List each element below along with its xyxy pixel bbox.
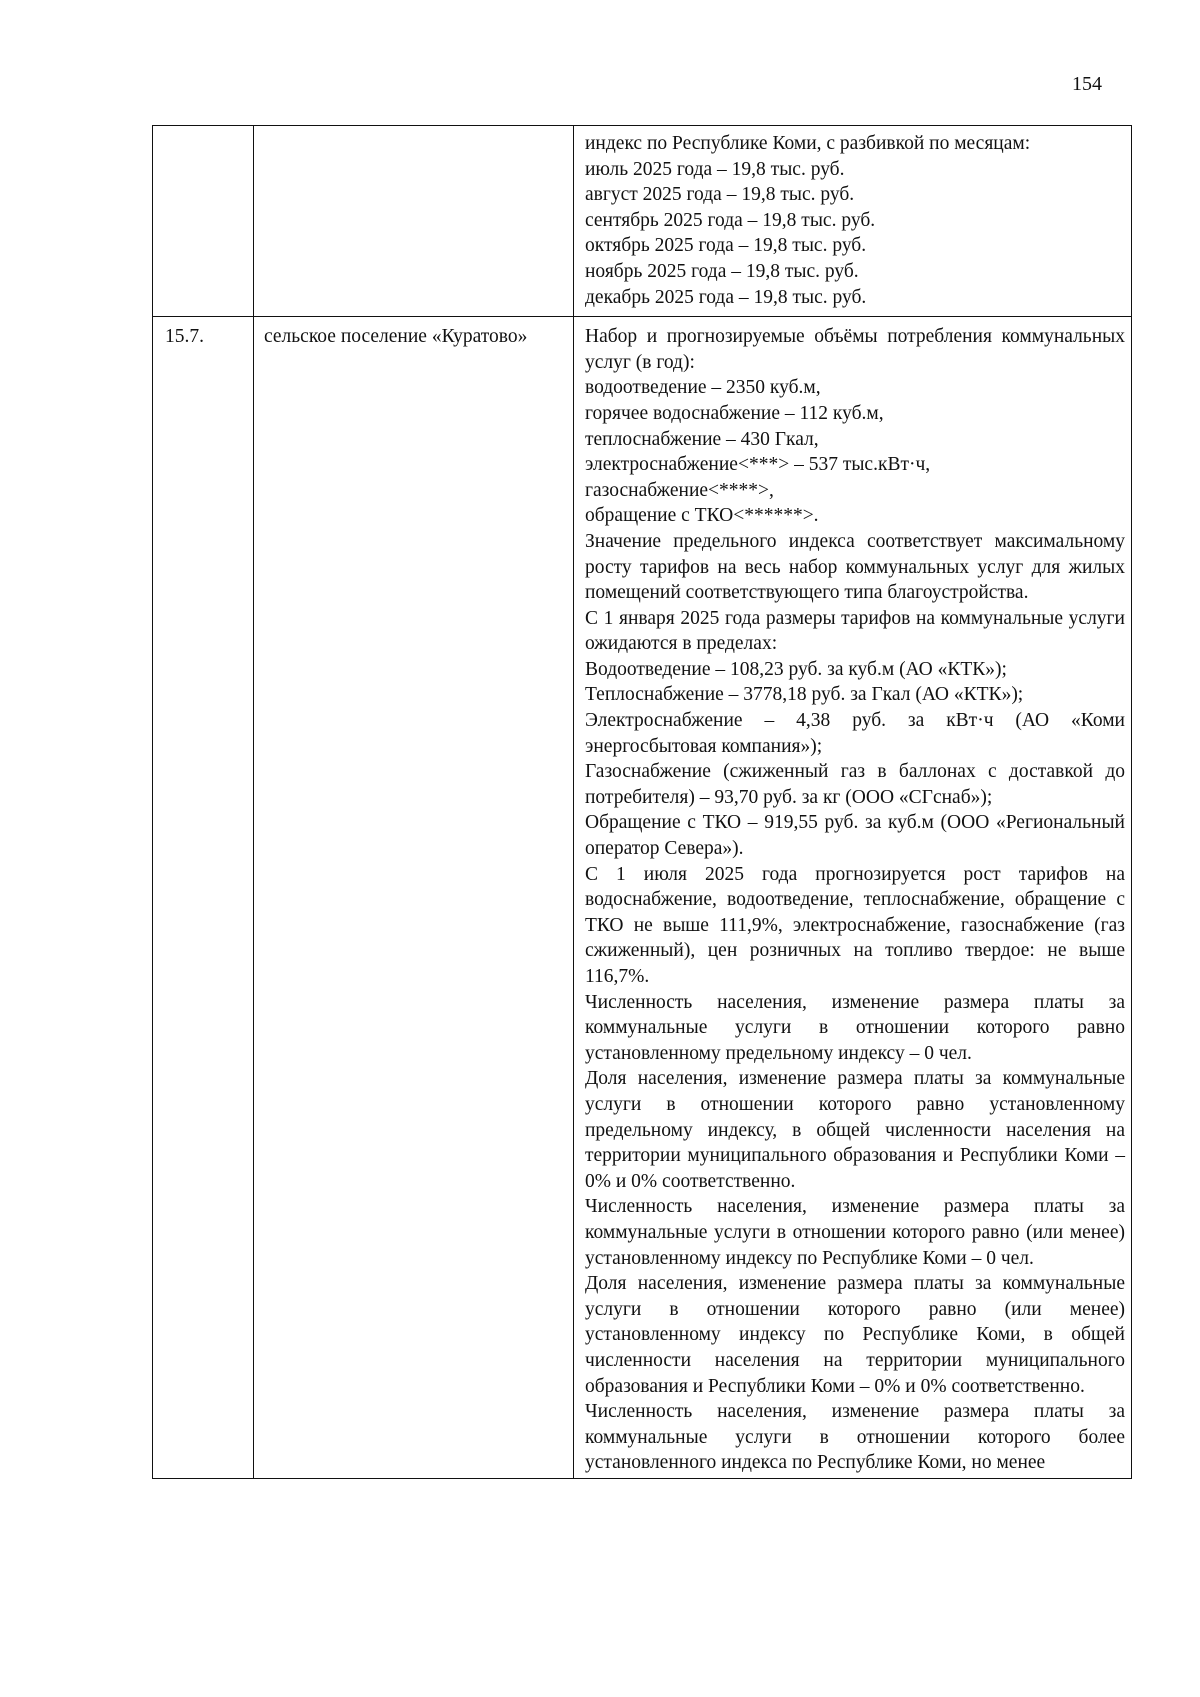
page-number: 154 [1072,73,1102,95]
text-paragraph: Доля населения, изменение размера платы за коммунальные услуги в отношении которого равно (или менее) установленному индексу по Республике Коми, в общей численности населения на территории муниципального образования и Республики Коми – 0% и 0% соответственно. [585,1273,1125,1397]
text-paragraph: Доля населения, изменение размера платы за коммунальные услуги в отношении которого равно установленному предельному индексу, в общей численности населения на территории муниципального образования и Республики Коми – 0% и 0% соответственно. [585,1068,1125,1192]
table-row [153,126,1132,317]
municipality-name-cell: сельское поселение «Куратово» [254,317,574,1479]
text-paragraph: водоотведение – 2350 куб.м, [585,377,821,399]
description-cell [574,317,1132,1479]
text-paragraph: Теплоснабжение – 3778,18 руб. за Гкал (АО «КТК»); [585,684,1024,706]
row-number-cell: 15.7. [153,317,254,1479]
text-line: август 2025 года – 19,8 тыс. руб. [585,184,855,206]
text-paragraph: теплоснабжение – 430 Гкал, [585,428,819,450]
text-paragraph: Обращение с ТКО – 919,55 руб. за куб.м (ООО «Региональный оператор Севера»). [585,812,1125,860]
text-line: июль 2025 года – 19,8 тыс. руб. [585,158,845,180]
row-number-cell [153,126,254,317]
text-paragraph: Значение предельного индекса соответствует максимальному росту тарифов на весь набор коммунальных услуг для жилых помещений соответствующего типа благоустройства. [585,530,1125,604]
table-row [153,317,1132,1479]
text-paragraph: С 1 июля 2025 года прогнозируется рост тарифов на водоснабжение, водоотведение, теплоснабжение, обращение с ТКО не выше 111,9%, электроснабжение, газоснабжение (газ сжиженный), цен розничных на топливо твердое: не выше 116,7%. [585,863,1125,987]
text-line: ноябрь 2025 года – 19,8 тыс. руб. [585,260,859,282]
text-paragraph: обращение с ТКО<******>. [585,505,819,527]
text-line: индекс по Республике Коми, с разбивкой по месяцам: [585,133,1031,154]
text-line: октябрь 2025 года – 19,8 тыс. руб. [585,235,867,257]
text-paragraph: горячее водоснабжение – 112 куб.м, [585,402,884,424]
municipality-name-cell [254,126,574,317]
tariff-table [152,125,1132,1479]
text-paragraph: электроснабжение<***> – 537 тыс.кВт·ч, [585,454,931,476]
text-paragraph: Электроснабжение – 4,38 руб. за кВт·ч (АО «Коми энергосбытовая компания»); [585,710,1125,757]
text-paragraph: Газоснабжение (сжиженный газ в баллонах с доставкой до потребителя) – 93,70 руб. за кг (ООО «СГснаб»); [585,761,1125,808]
text-paragraph: Набор и прогнозируемые объёмы потребления коммунальных услуг (в год): [585,326,1125,373]
text-paragraph: Численность населения, изменение размера платы за коммунальные услуги в отношении которого равно установленному предельному индексу – 0 чел. [585,991,1125,1064]
text-line: декабрь 2025 года – 19,8 тыс. руб. [585,286,867,308]
text-line: сентябрь 2025 года – 19,8 тыс. руб. [585,209,876,231]
text-paragraph: Численность населения, изменение размера платы за коммунальные услуги в отношении которого равно (или менее) установленному индексу по Республике Коми – 0 чел. [585,1196,1125,1269]
text-paragraph: С 1 января 2025 года размеры тарифов на коммунальные услуги ожидаются в пределах: [585,607,1125,655]
text-paragraph: Численность населения, изменение размера платы за коммунальные услуги в отношении которого более установленного индекса по Республике Коми, но менее [585,1401,1125,1474]
description-cell [574,126,1132,317]
text-paragraph: Водоотведение – 108,23 руб. за куб.м (АО «КТК»); [585,658,1007,680]
text-paragraph: газоснабжение<****>, [585,479,774,501]
